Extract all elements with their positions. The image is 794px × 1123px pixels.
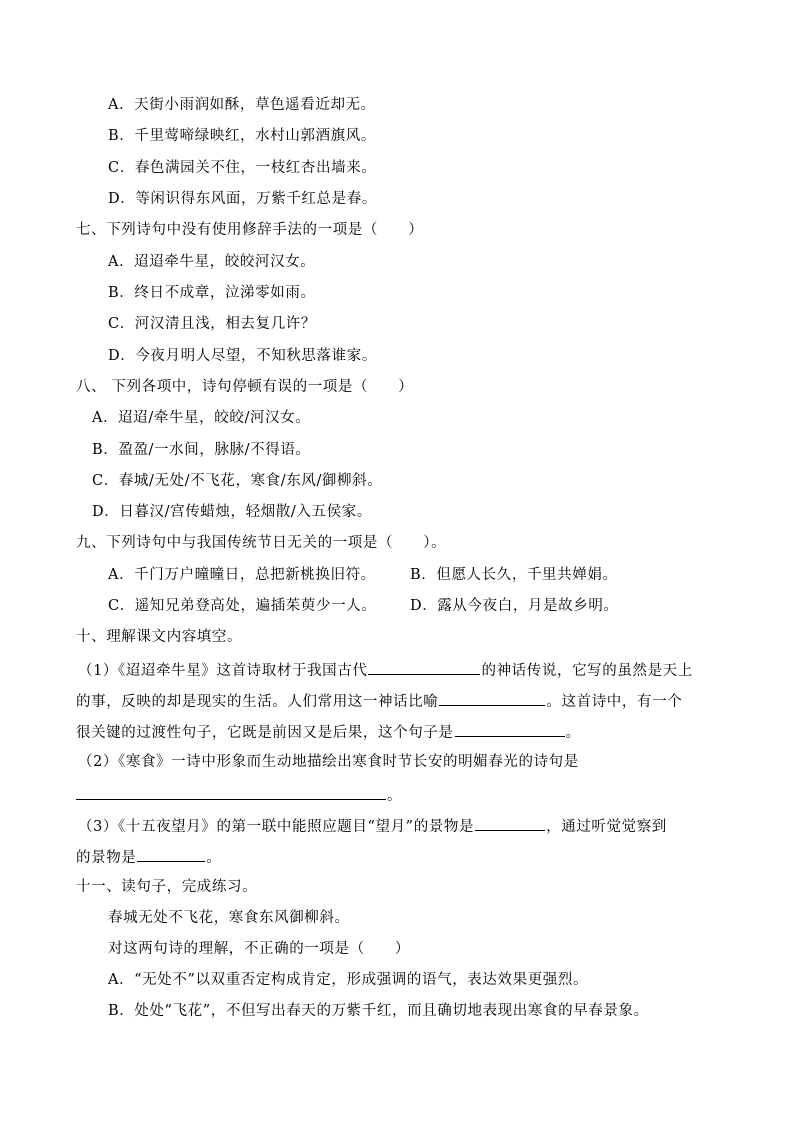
q10-p3-text-b: ，通过听觉觉察到 xyxy=(546,819,667,835)
q10-part3-line2 xyxy=(76,846,222,868)
q10-part2-line2 xyxy=(76,784,402,806)
q10-p1-text-a: （1）《迢迢牵牛星》这首诗取材于我国古代 xyxy=(78,663,368,679)
q6-option-d: D．等闲识得东风面，万紫千红总是春。 xyxy=(108,191,377,207)
q10-p2-text-b: 。 xyxy=(387,788,403,804)
fill-blank[interactable] xyxy=(455,721,565,737)
q10-p1-text-d: 。这首诗中，有一个 xyxy=(546,694,683,710)
q8-stem: 八、 下列各项中，诗句停顿有误的一项是（ ） xyxy=(76,379,414,395)
q10-p3-text-d: 。 xyxy=(206,850,222,866)
q6-option-c: C．春色满园关不住，一枝红杏出墙来。 xyxy=(108,160,377,176)
q6-option-b: B．千里莺啼绿映红，水村山郭酒旗风。 xyxy=(108,128,376,144)
q11-quote: 春城无处不飞花，寒食东风御柳斜。 xyxy=(108,910,350,926)
fill-blank[interactable] xyxy=(439,690,545,706)
q10-stem: 十、理解课文内容填空。 xyxy=(76,629,243,645)
q11-option-a: A．“无处不”以双重否定构成肯定，形成强调的语气，表达效果更强烈。 xyxy=(108,972,589,988)
q7-option-d: D．今夜月明人尽望，不知秋思落谁家。 xyxy=(108,348,377,364)
q8-option-c: C．春城/无处/不飞花，寒食/东风/御柳斜。 xyxy=(92,473,383,489)
q11-question: 对这两句诗的理解，不正确的一项是（ ） xyxy=(108,941,410,957)
q10-p1-text-b: 的神话传说，它写的虽然是天上 xyxy=(481,663,693,679)
q9-option-c: C．遥知兄弟登高处，遍插茱萸少一人。 xyxy=(108,598,377,614)
q7-stem: 七、下列诗句中没有使用修辞手法的一项是（ ） xyxy=(76,222,424,238)
q10-p3-text-a: （3）《十五夜望月》的第一联中能照应题目“望月”的景物是 xyxy=(78,819,475,835)
q7-option-b: B．终日不成章，泣涕零如雨。 xyxy=(108,285,316,301)
q8-option-a: A．迢迢/牵牛星，皎皎/河汉女。 xyxy=(92,410,311,426)
q11-option-b: B．处处“飞花”，不但写出春天的万紫千红，而且确切地表现出寒食的早春景象。 xyxy=(108,1003,649,1019)
q10-part1-line3 xyxy=(76,721,581,743)
q9-option-d: D．露从今夜白，月是故乡明。 xyxy=(410,598,619,614)
q9-option-b: B．但愿人长久，千里共婵娟。 xyxy=(410,567,618,583)
q7-option-a: A．迢迢牵牛星，皎皎河汉女。 xyxy=(108,254,316,270)
fill-blank[interactable] xyxy=(475,815,545,831)
q8-option-d: D．日暮汉/宫传蜡烛，轻烟散/入五侯家。 xyxy=(92,504,372,520)
q10-part1-line2 xyxy=(76,690,682,712)
q10-p3-text-c: 的景物是 xyxy=(76,850,137,866)
q10-p1-text-e: 很关键的过渡性句子，它既是前因又是后果，这个句子是 xyxy=(76,725,454,741)
q7-option-c: C．河汉清且浅，相去复几许？ xyxy=(108,316,316,332)
q10-part2-line1: （2）《寒食》一诗中形象而生动地描绘出寒食时节长安的明媚春光的诗句是 xyxy=(78,754,579,770)
q10-p1-text-f: 。 xyxy=(565,725,581,741)
fill-blank[interactable] xyxy=(76,784,386,800)
q8-option-b: B．盈盈/一水间，脉脉/不得语。 xyxy=(92,442,311,458)
q10-p1-text-c: 的事，反映的却是现实的生活。人们常用这一神话比喻 xyxy=(76,694,439,710)
q9-stem: 九、下列诗句中与我国传统节日无关的一项是（ ）。 xyxy=(76,535,447,551)
q10-part3-line1 xyxy=(78,815,667,837)
fill-blank[interactable] xyxy=(368,659,480,675)
fill-blank[interactable] xyxy=(137,846,205,862)
q11-stem: 十一、读句子，完成练习。 xyxy=(76,879,258,895)
q9-option-a: A．千门万户曈曈日，总把新桃换旧符。 xyxy=(108,567,376,583)
q6-option-a: A．天街小雨润如酥，草色遥看近却无。 xyxy=(108,97,376,113)
q10-part1-line1 xyxy=(78,659,693,681)
